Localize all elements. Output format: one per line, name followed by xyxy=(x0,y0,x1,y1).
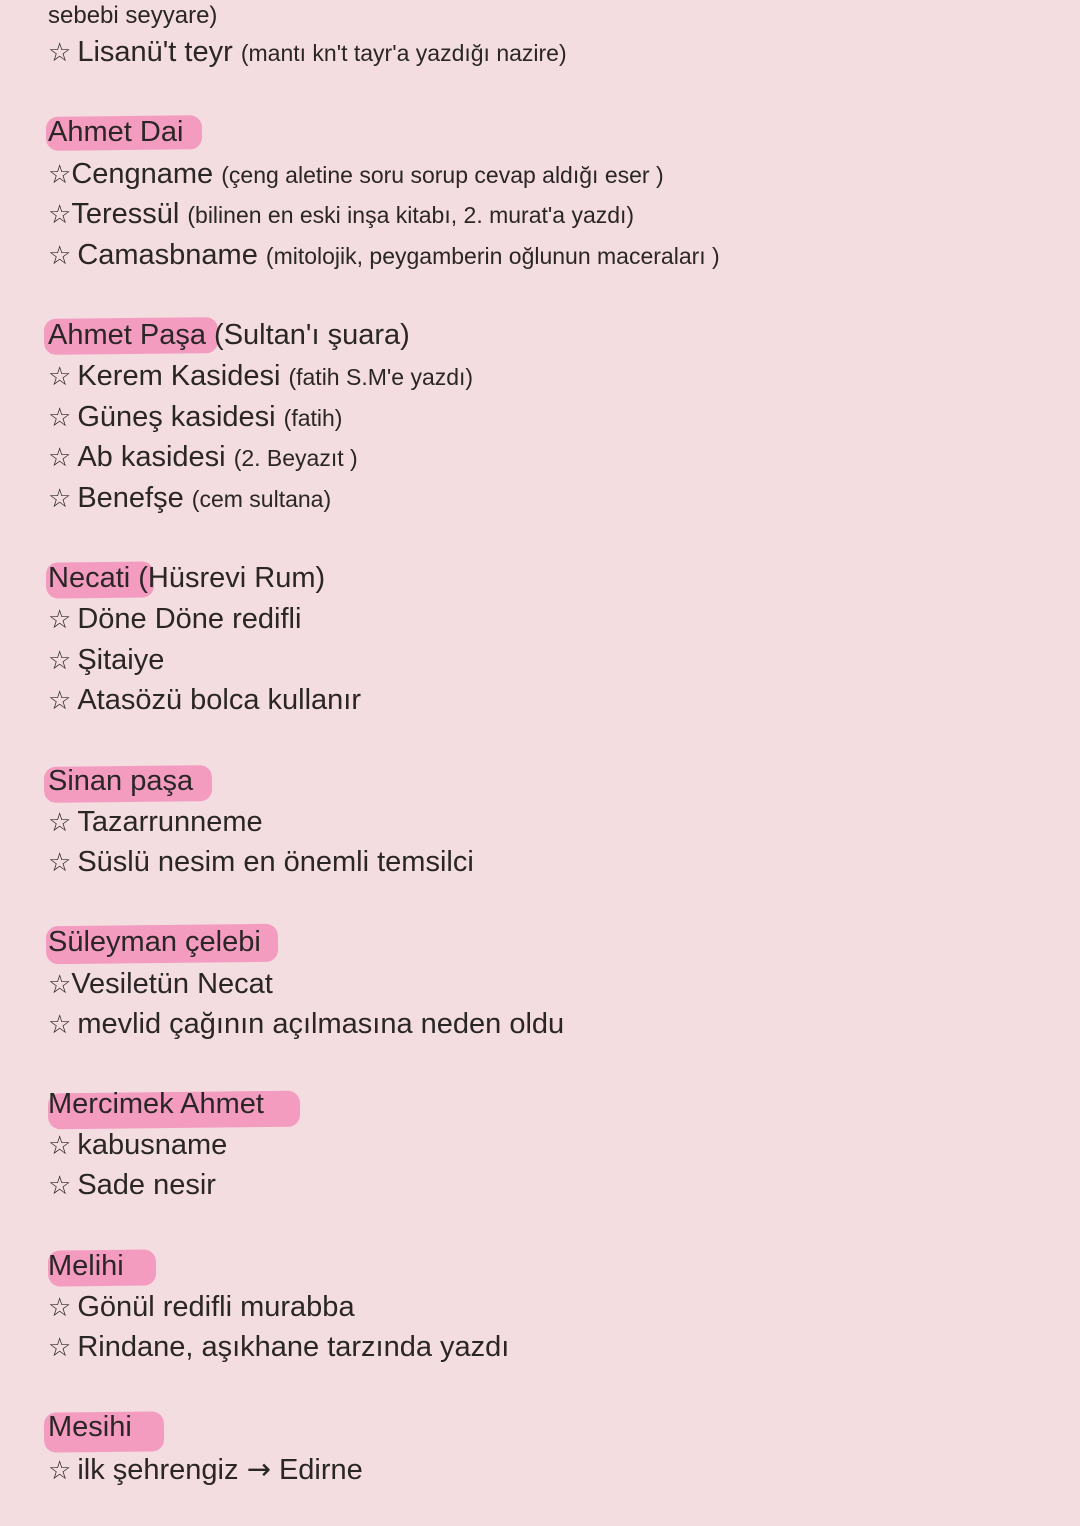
list-item: ☆ ilk şehrengiz → Edirne xyxy=(48,1452,363,1486)
list-item: ☆ Kerem Kasidesi (fatih S.M'e yazdı) xyxy=(48,360,474,392)
list-item: ☆ Şitaiye xyxy=(48,644,165,676)
star-icon: ☆ xyxy=(48,605,72,635)
list-item: ☆ Lisanü't teyr (mantı kn't tayr'a yazdığı nazire) xyxy=(48,36,567,68)
section-heading: Mesihi xyxy=(48,1411,132,1443)
list-item: ☆ Tazarrunneme xyxy=(48,806,263,838)
star-icon: ☆ xyxy=(48,970,72,1000)
list-item: ☆ Ab kasidesi (2. Beyazıt ) xyxy=(48,441,358,473)
star-icon: ☆ xyxy=(48,646,72,676)
star-icon: ☆ xyxy=(48,200,72,230)
section-heading: Ahmet Dai xyxy=(48,116,184,148)
list-item: ☆ Döne Döne redifli xyxy=(48,603,302,635)
list-item: ☆ kabusname xyxy=(48,1129,228,1161)
star-icon: ☆ xyxy=(48,362,72,392)
star-icon: ☆ xyxy=(48,38,72,68)
list-item: ☆Vesiletün Necat xyxy=(48,968,273,1000)
section-heading: Mercimek Ahmet xyxy=(48,1088,264,1120)
list-item: ☆ Güneş kasidesi (fatih) xyxy=(48,401,343,433)
star-icon: ☆ xyxy=(48,808,72,838)
list-item: ☆ Sade nesir xyxy=(48,1169,216,1201)
section-heading: Melihi xyxy=(48,1250,124,1282)
star-icon: ☆ xyxy=(48,1293,72,1323)
list-item: ☆ Rindane, aşıkhane tarzında yazdı xyxy=(48,1331,510,1363)
section-heading: Süleyman çelebi xyxy=(48,926,261,958)
list-item: ☆ Gönül redifli murabba xyxy=(48,1291,355,1323)
star-icon: ☆ xyxy=(48,443,72,473)
star-icon: ☆ xyxy=(48,1456,72,1486)
section-heading: Ahmet Paşa (Sultan'ı şuara) xyxy=(48,319,410,351)
star-icon: ☆ xyxy=(48,686,72,716)
top-fragment: sebebi seyyare) xyxy=(48,2,218,29)
list-item: ☆ Benefşe (cem sultana) xyxy=(48,482,332,514)
star-icon: ☆ xyxy=(48,403,72,433)
star-icon: ☆ xyxy=(48,160,72,190)
star-icon: ☆ xyxy=(48,1171,72,1201)
list-item: ☆ Camasbname (mitolojik, peygamberin oğlunun maceraları ) xyxy=(48,239,720,271)
star-icon: ☆ xyxy=(48,1333,72,1363)
section-heading: Sinan paşa xyxy=(48,765,194,797)
star-icon: ☆ xyxy=(48,848,72,878)
arrow-right-icon: → xyxy=(246,1452,271,1486)
list-item: ☆Teressül (bilinen en eski inşa kitabı, 2. murat'a yazdı) xyxy=(48,198,635,230)
star-icon: ☆ xyxy=(48,241,72,271)
list-item: ☆ mevlid çağının açılmasına neden oldu xyxy=(48,1008,565,1040)
star-icon: ☆ xyxy=(48,1010,72,1040)
list-item: ☆ Süslü nesim en önemli temsilci xyxy=(48,846,474,878)
section-heading: Necati (Hüsrevi Rum) xyxy=(48,562,326,594)
list-item: ☆ Atasözü bolca kullanır xyxy=(48,684,362,716)
star-icon: ☆ xyxy=(48,1131,72,1161)
star-icon: ☆ xyxy=(48,484,72,514)
list-item: ☆Cengname (çeng aletine soru sorup cevap aldığı eser ) xyxy=(48,158,664,190)
